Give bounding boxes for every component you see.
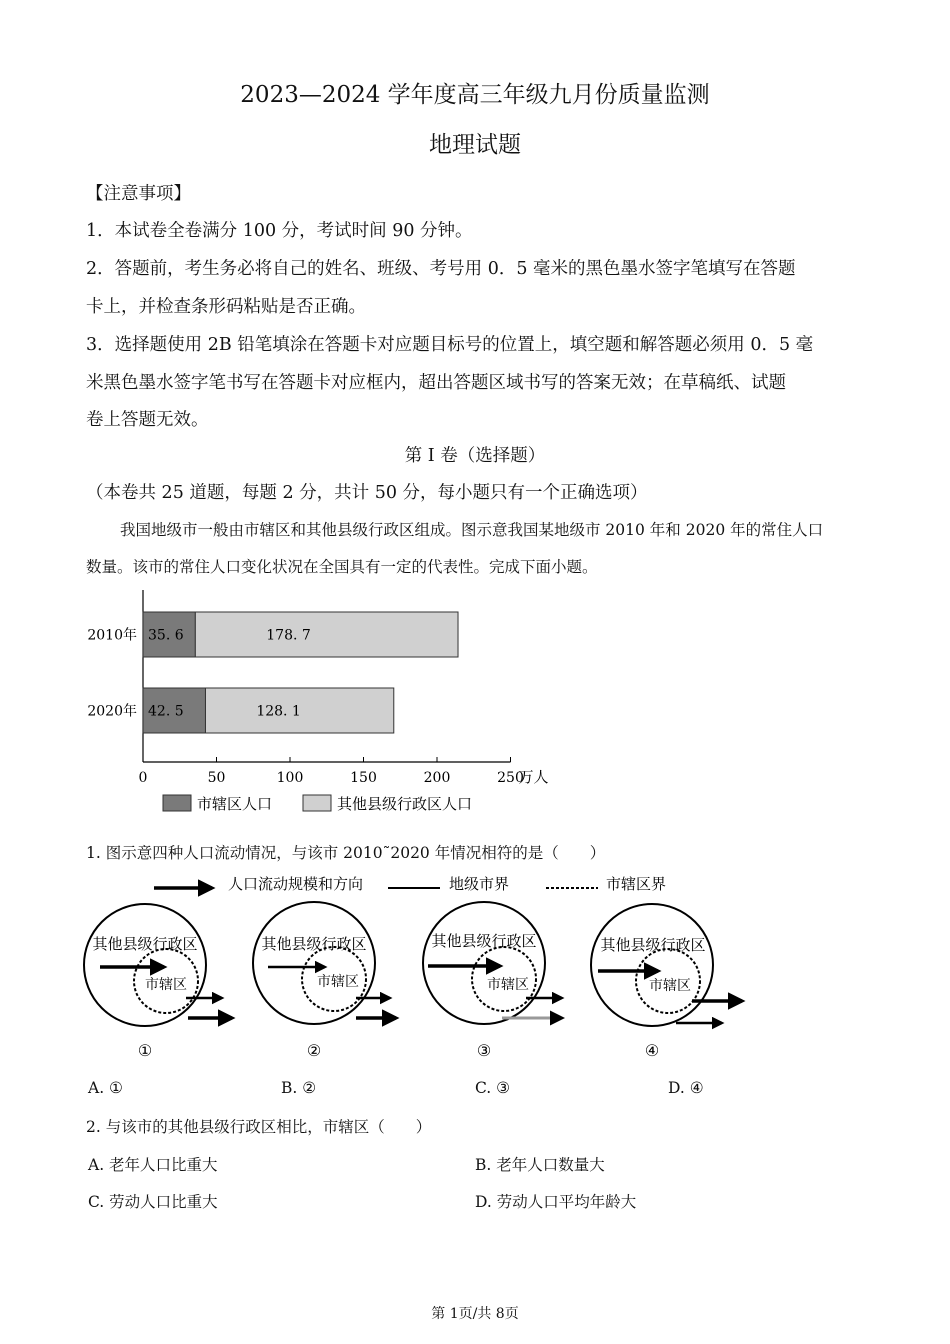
district-label: 市辖区 (317, 974, 359, 990)
exam-subtitle: 地理试题 (429, 132, 521, 158)
legend-flow-label: 人口流动规模和方向 (228, 875, 364, 893)
diagram-number: ④ (644, 1041, 660, 1060)
data-label: 178. 7 (266, 627, 311, 644)
district-label: 市辖区 (649, 978, 691, 994)
q2-option-b: B. 老年人口数量大 (475, 1156, 605, 1174)
notice-item-3-line-2: 米黑色墨水签字笔书写在答题卡对应框内，超出答题区域书写的答案无效；在草稿纸、试题 (86, 373, 786, 393)
notice-item-3-line-1: 3．选择题使用 2B 铅笔填涂在答题卡对应题目标号的位置上，填空题和解答题必须用 0．5 毫 (86, 335, 814, 355)
flow-diagrams (0, 868, 950, 1068)
flow-diagram-1 (84, 904, 232, 1060)
outer-area-label: 其他县级行政区 (261, 935, 367, 953)
x-tick-label: 200 (423, 770, 451, 786)
notice-item-1: 1．本试卷全卷满分 100 分，考试时间 90 分钟。 (86, 221, 473, 241)
question-1-stem: 1. 图示意四种人口流动情况，与该市 2010˜2020 年情况相符的是（ ） (86, 844, 606, 862)
q2-option-c: C. 劳动人口比重大 (88, 1193, 218, 1211)
q1-option-a: A. ① (88, 1079, 123, 1097)
q2-option-a: A. 老年人口比重大 (88, 1156, 218, 1174)
x-tick-label: 50 (207, 770, 226, 786)
district-label: 市辖区 (145, 977, 187, 993)
legend-district-boundary-label: 市辖区界 (606, 875, 667, 893)
diagram-number: ③ (476, 1041, 492, 1060)
q1-option-b: B. ② (281, 1079, 317, 1097)
city-boundary-circle (84, 904, 206, 1026)
district-label: 市辖区 (487, 977, 529, 993)
notice-item-2-line-1: 2．答题前，考生务必将自己的姓名、班级、考号用 0．5 毫米的黑色墨水签字笔填写在答题 (86, 259, 796, 279)
legend-swatch (303, 795, 331, 811)
x-tick-label: 100 (276, 770, 304, 786)
outer-area-label: 其他县级行政区 (600, 936, 706, 954)
outer-area-label: 其他县级行政区 (431, 932, 537, 950)
flow-diagram-3 (423, 902, 562, 1060)
legend-label: 其他县级行政区人口 (337, 795, 473, 813)
legend-label: 市辖区人口 (197, 795, 273, 813)
flow-diagram-2 (253, 902, 396, 1060)
x-tick-label: 0 (138, 770, 148, 786)
q1-option-c: C. ③ (475, 1079, 511, 1097)
legend-swatch (163, 795, 191, 811)
q2-option-d: D. 劳动人口平均年龄大 (475, 1193, 637, 1211)
exam-title: 2023—2024 学年度高三年级九月份质量监测 (240, 82, 710, 108)
section-title: 第 I 卷（选择题） (404, 446, 546, 466)
category-label: 2020年 (87, 703, 137, 720)
page-number: 第 1页/共 8页 (431, 1306, 519, 1322)
notice-item-2-line-2: 卡上，并检查条形码粘贴是否正确。 (86, 297, 366, 317)
city-boundary-circle (253, 902, 375, 1024)
category-label: 2010年 (87, 627, 137, 644)
diagram-number: ① (137, 1041, 153, 1060)
question-2-stem: 2. 与该市的其他县级行政区相比，市辖区（ ） (86, 1118, 432, 1136)
passage-line-2: 数量。该市的常住人口变化状况在全国具有一定的代表性。完成下面小题。 (86, 558, 598, 576)
data-label: 128. 1 (256, 703, 301, 720)
data-label: 35. 6 (148, 627, 184, 644)
data-label: 42. 5 (148, 703, 184, 720)
notice-item-3-line-3: 卷上答题无效。 (86, 410, 209, 430)
legend-city-boundary-label: 地级市界 (449, 875, 510, 893)
q1-option-d: D. ④ (668, 1079, 704, 1097)
city-boundary-circle (423, 902, 545, 1024)
x-axis-unit: 万人 (518, 768, 549, 786)
x-tick-label: 150 (350, 770, 377, 786)
population-bar-chart (0, 590, 950, 830)
passage-line-1: 我国地级市一般由市辖区和其他县级行政区组成。图示意我国某地级市 2010 年和 2020 年的常住人口 (120, 521, 824, 539)
section-instructions: （本卷共 25 道题，每题 2 分，共计 50 分，每小题只有一个正确选项） (86, 483, 648, 503)
outer-area-label: 其他县级行政区 (92, 935, 198, 953)
flow-diagram-4 (591, 904, 742, 1060)
notice-heading: 【注意事项】 (86, 184, 191, 204)
x-tick-label: 250 (497, 770, 524, 786)
bar-segment (195, 612, 458, 657)
diagram-number: ② (306, 1041, 322, 1060)
